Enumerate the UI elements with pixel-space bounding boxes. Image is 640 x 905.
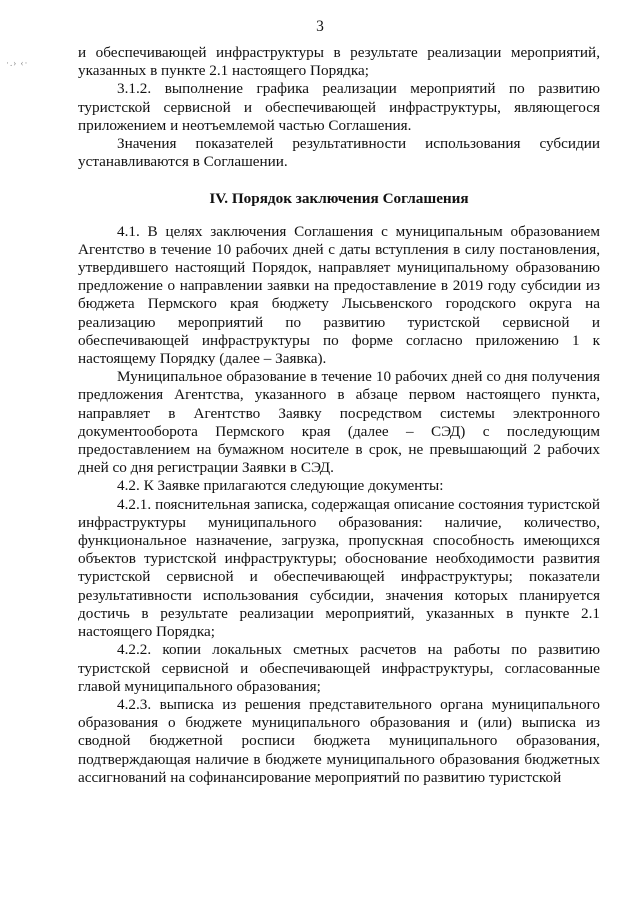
scan-artifact-mark: ·.› ‹· <box>6 58 29 68</box>
paragraph-continuation: и обеспечивающей инфраструктуры в результате реализации мероприятий, указанных в пункте 2.1 настоящего Порядка; <box>78 44 600 80</box>
paragraph-4-1-second: Муниципальное образование в течение 10 рабочих дней со дня получения предложения Агентства, указанного в абзаце первом настоящего пункта, направляет в Агентство Заявку посредством системы электронного документооборота Пермского края (далее – СЭД) с последующим предоставлением на бумажном носителе в срок, не превышающий 2 рабочих дней со дня регистрации Заявки в СЭД. <box>78 368 600 477</box>
section-heading: IV. Порядок заключения Соглашения <box>209 190 469 208</box>
page-number: 3 <box>316 18 324 35</box>
paragraph-4-1: 4.1. В целях заключения Соглашения с муниципальным образованием Агентство в течение 10 рабочих дней с даты вступления в силу постановления, утвердившего настоящий Порядок, направляет муниципальному образованию предложение о направлении заявки на предоставление в 2019 году субсидии из бюджета Пермского края бюджету Лысьвенского городского округа на реализацию мероприятий по развитию туристской сервисной и обеспечивающей инфраструктуры по форме согласно приложению 1 к настоящему Порядку (далее – Заявка). <box>78 222 600 368</box>
document-body <box>78 44 600 787</box>
paragraph-indicator-values: Значения показателей результативности использования субсидии устанавливаются в Соглашении. <box>78 135 600 171</box>
paragraph-4-2: 4.2. К Заявке прилагаются следующие документы: <box>117 477 444 495</box>
paragraph-4-2-1: 4.2.1. пояснительная записка, содержащая описание состояния туристской инфраструктуры муниципального образования: наличие, количество, функциональное назначение, загрузка, пропускная способность имеющихся объектов туристской инфраструктуры; обоснование необходимости развития туристской сервисной и обеспечивающей инфраструктуры; показатели результативности использования субсидии, значения которых планируется достичь в результате реализации мероприятий, указанных в пункте 2.1 настоящего Порядка; <box>78 495 600 641</box>
paragraph-4-2-2: 4.2.2. копии локальных сметных расчетов на работы по развитию туристской сервисной и обеспечивающей инфраструктуры, согласованные главой муниципального образования; <box>78 641 600 695</box>
paragraph-3-1-2: 3.1.2. выполнение графика реализации мероприятий по развитию туристской сервисной и обеспечивающей инфраструктуры, являющегося приложением и неотъемлемой частью Соглашения. <box>78 80 600 134</box>
paragraph-4-2-3: 4.2.3. выписка из решения представительного органа муниципального образования о бюджете муниципального образования и (или) выписка из сводной бюджетной росписи бюджета муниципального образования, подтверждающая наличие в бюджете муниципального образования бюджетных ассигнований на софинансирование мероприятий по развитию туристской <box>78 695 600 786</box>
